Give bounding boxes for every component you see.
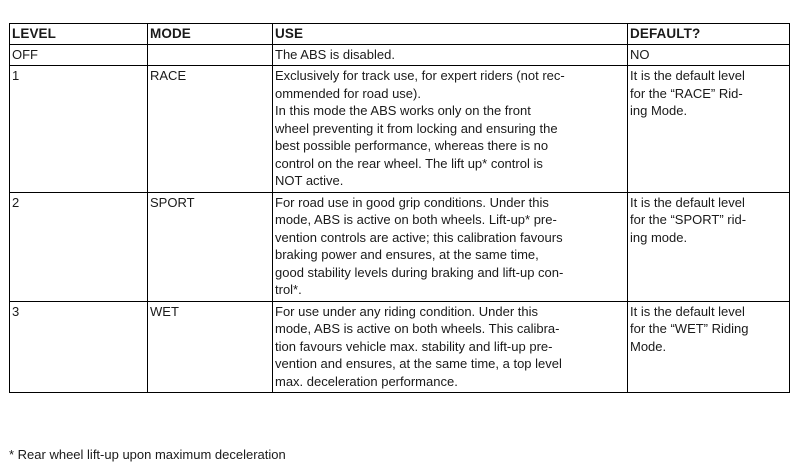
default-cell (628, 44, 790, 66)
table-row (10, 44, 790, 66)
use-cell (273, 66, 628, 193)
use-line: ommended for road use). (275, 85, 421, 101)
use-line: best possible performance, whereas there is no (275, 138, 549, 153)
use-line: vention controls are active; this calibration favours (275, 229, 563, 245)
mode-cell: SPORT (148, 192, 273, 301)
use-line: NOT active. (275, 173, 344, 188)
use-line: good stability levels during braking and lift-up con- (275, 264, 564, 280)
table-row (10, 301, 790, 393)
header-use: USE (273, 24, 628, 45)
default-line: It is the default level (630, 68, 745, 83)
abs-levels-table (9, 23, 790, 393)
default-line: It is the default level (630, 303, 745, 319)
level-cell: OFF (10, 44, 148, 66)
table-header-row (10, 24, 790, 45)
use-line: mode, ABS is active on both wheels. Lift-up* pre- (275, 212, 557, 227)
use-line: mode, ABS is active on both wheels. This calibra- (275, 321, 560, 336)
use-line: Exclusively for track use, for expert riders (not rec- (275, 68, 565, 83)
header-default: DEFAULT? (628, 24, 790, 45)
use-line: For road use in good grip conditions. Under this (275, 194, 549, 210)
header-level: LEVEL (10, 24, 148, 45)
use-line: For use under any riding condition. Under this (275, 303, 539, 319)
abs-levels-document (9, 23, 789, 393)
default-cell (628, 192, 790, 301)
default-line: ing mode. (630, 229, 688, 245)
use-cell (273, 192, 628, 301)
use-line: wheel preventing it from locking and ensuring the (275, 120, 558, 136)
default-line: It is the default level (630, 194, 745, 210)
table-row (10, 192, 790, 301)
table-row (10, 66, 790, 193)
mode-cell: WET (148, 301, 273, 393)
use-cell (273, 301, 628, 393)
default-line: NO (630, 46, 650, 62)
default-line: Mode. (630, 338, 667, 354)
level-cell: 1 (10, 66, 148, 193)
footnote: * Rear wheel lift-up upon maximum deceleration (9, 447, 286, 462)
default-line: for the “WET” Riding (630, 321, 749, 336)
default-cell (628, 66, 790, 193)
default-cell (628, 301, 790, 393)
use-cell (273, 44, 628, 66)
use-line: braking power and ensures, at the same time, (275, 247, 539, 262)
mode-cell: RACE (148, 66, 273, 193)
use-line: tion favours vehicle max. stability and lift-up pre- (275, 338, 553, 354)
default-line: ing Mode. (630, 103, 688, 118)
use-line: control on the rear wheel. The lift up* control is (275, 155, 543, 171)
mode-cell (148, 44, 273, 66)
header-mode: MODE (148, 24, 273, 45)
level-cell: 3 (10, 301, 148, 393)
use-line: trol*. (275, 282, 302, 297)
default-line: for the “RACE” Rid- (630, 85, 743, 101)
use-line: vention and ensures, at the same time, a top level (275, 356, 562, 371)
use-line: max. deceleration performance. (275, 373, 458, 389)
default-line: for the “SPORT” rid- (630, 212, 747, 227)
use-line: In this mode the ABS works only on the front (275, 103, 531, 118)
use-line: The ABS is disabled. (275, 46, 395, 62)
level-cell: 2 (10, 192, 148, 301)
